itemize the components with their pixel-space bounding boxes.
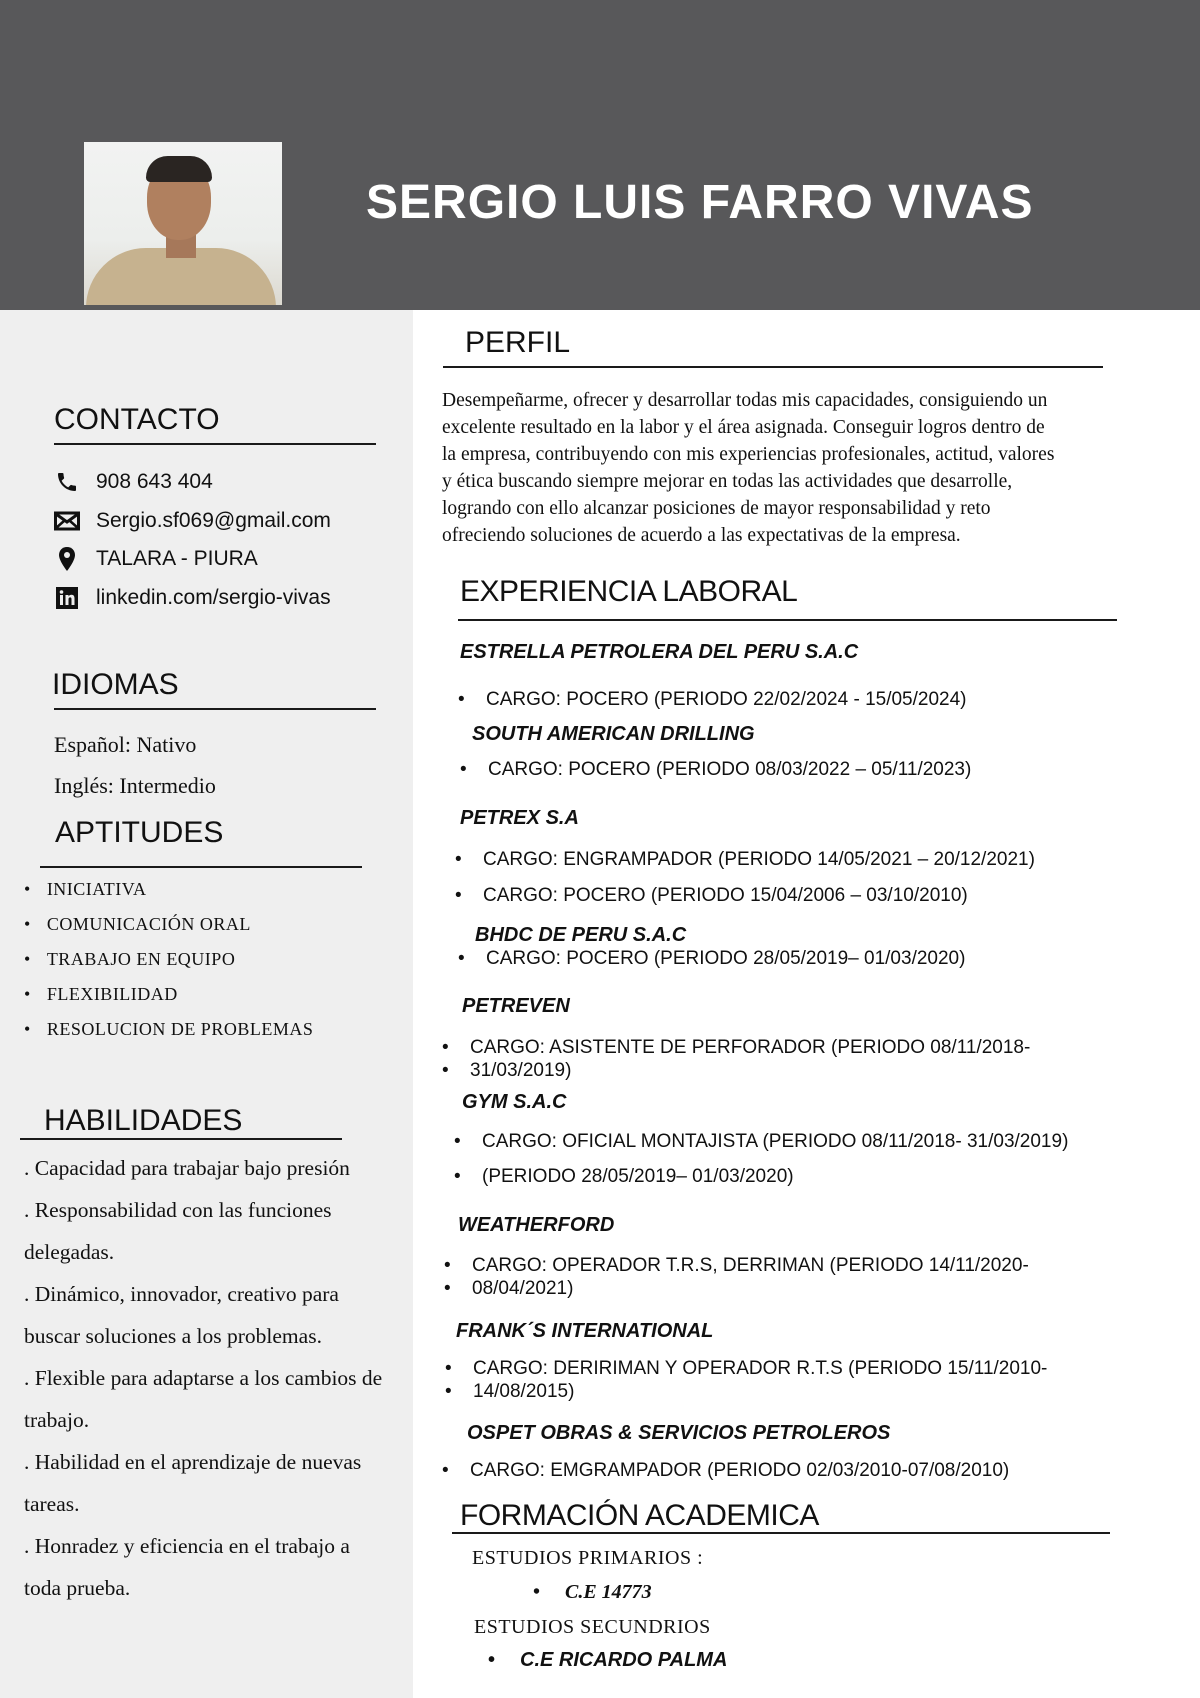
habilidades-list	[24, 1147, 392, 1609]
job-role: • CARGO: OFICIAL MONTAJISTA (PERIODO 08/11/2018- 31/03/2019)	[482, 1130, 1068, 1153]
perfil-text	[442, 387, 1142, 549]
habilidad-item: . Honradez y eficiencia en el trabajo a toda prueba.	[24, 1534, 350, 1600]
phone-icon	[54, 470, 80, 494]
company-name: SOUTH AMERICAN DRILLING	[472, 723, 755, 745]
perfil-title: PERFIL	[465, 326, 571, 359]
experiencia-title: EXPERIENCIA LABORAL	[460, 575, 798, 608]
habilidad-item: . Capacidad para trabajar bajo presión	[24, 1156, 350, 1180]
perfil-line: logrando con ello alcanzar posiciones de mayor responsabilidad y reto	[442, 498, 991, 519]
job-role: • CARGO: POCERO (PERIODO 15/04/2006 – 03/10/2010)	[483, 884, 968, 907]
aptitudes-title: APTITUDES	[55, 816, 224, 849]
linkedin-text: linkedin.com/sergio-vivas	[96, 586, 331, 609]
idiomas-title: IDIOMAS	[52, 668, 179, 701]
company-name: PETREVEN	[462, 995, 570, 1017]
language-item: Español: Nativo	[54, 732, 197, 757]
perfil-line: la empresa, contribuyendo con mis experiencias profesionales, actitud, valores	[442, 444, 1055, 465]
secundarios-label: ESTUDIOS SECUNDRIOS	[474, 1616, 711, 1638]
habilidad-item: . Responsabilidad con las funciones delegadas.	[24, 1198, 332, 1264]
idiomas-rule	[54, 708, 376, 710]
formacion-title: FORMACIÓN ACADEMICA	[460, 1499, 819, 1532]
contact-email[interactable]	[54, 507, 331, 535]
job-role: • CARGO: POCERO (PERIODO 08/03/2022 – 05/11/2023)	[488, 758, 971, 781]
aptitude-item: • RESOLUCION DE PROBLEMAS	[24, 1019, 313, 1040]
job-role: • CARGO: POCERO (PERIODO 22/02/2024 - 15/05/2024)	[486, 688, 966, 711]
mail-icon	[54, 509, 80, 533]
job-role: • CARGO: DERIRIMAN Y OPERADOR R.T.S (PERIODO 15/11/2010-	[473, 1357, 1047, 1380]
job-role-continued: • 31/03/2019)	[470, 1059, 571, 1082]
habilidades-rule	[20, 1138, 342, 1140]
job-role: • (PERIODO 28/05/2019– 01/03/2020)	[482, 1165, 794, 1188]
habilidad-item: . Flexible para adaptarse a los cambios de trabajo.	[24, 1366, 383, 1432]
company-name: BHDC DE PERU S.A.C	[475, 924, 687, 946]
job-role: • CARGO: POCERO (PERIODO 28/05/2019– 01/03/2020)	[486, 947, 965, 970]
formacion-rule	[452, 1532, 1110, 1534]
contact-location	[54, 545, 258, 573]
location-text: TALARA - PIURA	[96, 547, 258, 570]
job-role-continued: • 08/04/2021)	[472, 1277, 573, 1300]
perfil-line: excelente resultado en la labor y el área asignada. Conseguir logros dentro de	[442, 417, 1045, 438]
contact-linkedin[interactable]	[54, 584, 331, 612]
job-role: • CARGO: ENGRAMPADOR (PERIODO 14/05/2021 – 20/12/2021)	[483, 848, 1035, 871]
aptitudes-rule	[40, 866, 362, 868]
perfil-line: ofreciendo soluciones de acuerdo a las expectativas de la empresa.	[442, 525, 961, 546]
experiencia-rule	[458, 619, 1117, 621]
aptitude-item: • COMUNICACIÓN ORAL	[24, 914, 251, 935]
habilidad-item: . Habilidad en el aprendizaje de nuevas tareas.	[24, 1450, 362, 1516]
job-role-continued: • 14/08/2015)	[473, 1380, 574, 1403]
aptitude-item: • TRABAJO EN EQUIPO	[24, 949, 235, 970]
company-name: FRANK´S INTERNATIONAL	[456, 1320, 714, 1342]
full-name: SERGIO LUIS FARRO VIVAS	[366, 176, 1034, 229]
perfil-line: y ética buscando siempre mejorar en todas las actividades que desarrolle,	[442, 471, 1013, 492]
perfil-rule	[443, 366, 1103, 368]
habilidad-item: . Dinámico, innovador, creativo para buscar soluciones a los problemas.	[24, 1282, 339, 1348]
profile-photo	[84, 142, 282, 305]
job-role: • CARGO: EMGRAMPADOR (PERIODO 02/03/2010-07/08/2010)	[470, 1459, 1009, 1482]
location-pin-icon	[54, 547, 80, 571]
company-name: OSPET OBRAS & SERVICIOS PETROLEROS	[467, 1422, 891, 1444]
phone-text: 908 643 404	[96, 470, 213, 493]
job-role: • CARGO: OPERADOR T.R.S, DERRIMAN (PERIODO 14/11/2020-	[472, 1254, 1029, 1277]
linkedin-icon	[54, 586, 80, 610]
contact-rule	[54, 443, 376, 445]
company-name: WEATHERFORD	[458, 1214, 615, 1236]
job-role: • CARGO: ASISTENTE DE PERFORADOR (PERIODO 08/11/2018-	[470, 1036, 1030, 1059]
company-name: GYM S.A.C	[462, 1091, 567, 1113]
email-text: Sergio.sf069@gmail.com	[96, 509, 331, 532]
habilidades-title: HABILIDADES	[44, 1104, 243, 1137]
primarios-school: • C.E 14773	[565, 1581, 652, 1604]
company-name: PETREX S.A	[460, 807, 579, 829]
company-name: ESTRELLA PETROLERA DEL PERU S.A.C	[460, 641, 859, 663]
secundarios-school: • C.E RICARDO PALMA	[520, 1649, 727, 1672]
aptitude-item: • INICIATIVA	[24, 879, 146, 900]
contact-title: CONTACTO	[54, 403, 220, 436]
perfil-line: Desempeñarme, ofrecer y desarrollar todas mis capacidades, consiguiendo un	[442, 390, 1048, 411]
language-item: Inglés: Intermedio	[54, 773, 216, 798]
contact-phone[interactable]	[54, 468, 213, 496]
primarios-label: ESTUDIOS PRIMARIOS :	[472, 1547, 704, 1569]
aptitude-item: • FLEXIBILIDAD	[24, 984, 178, 1005]
